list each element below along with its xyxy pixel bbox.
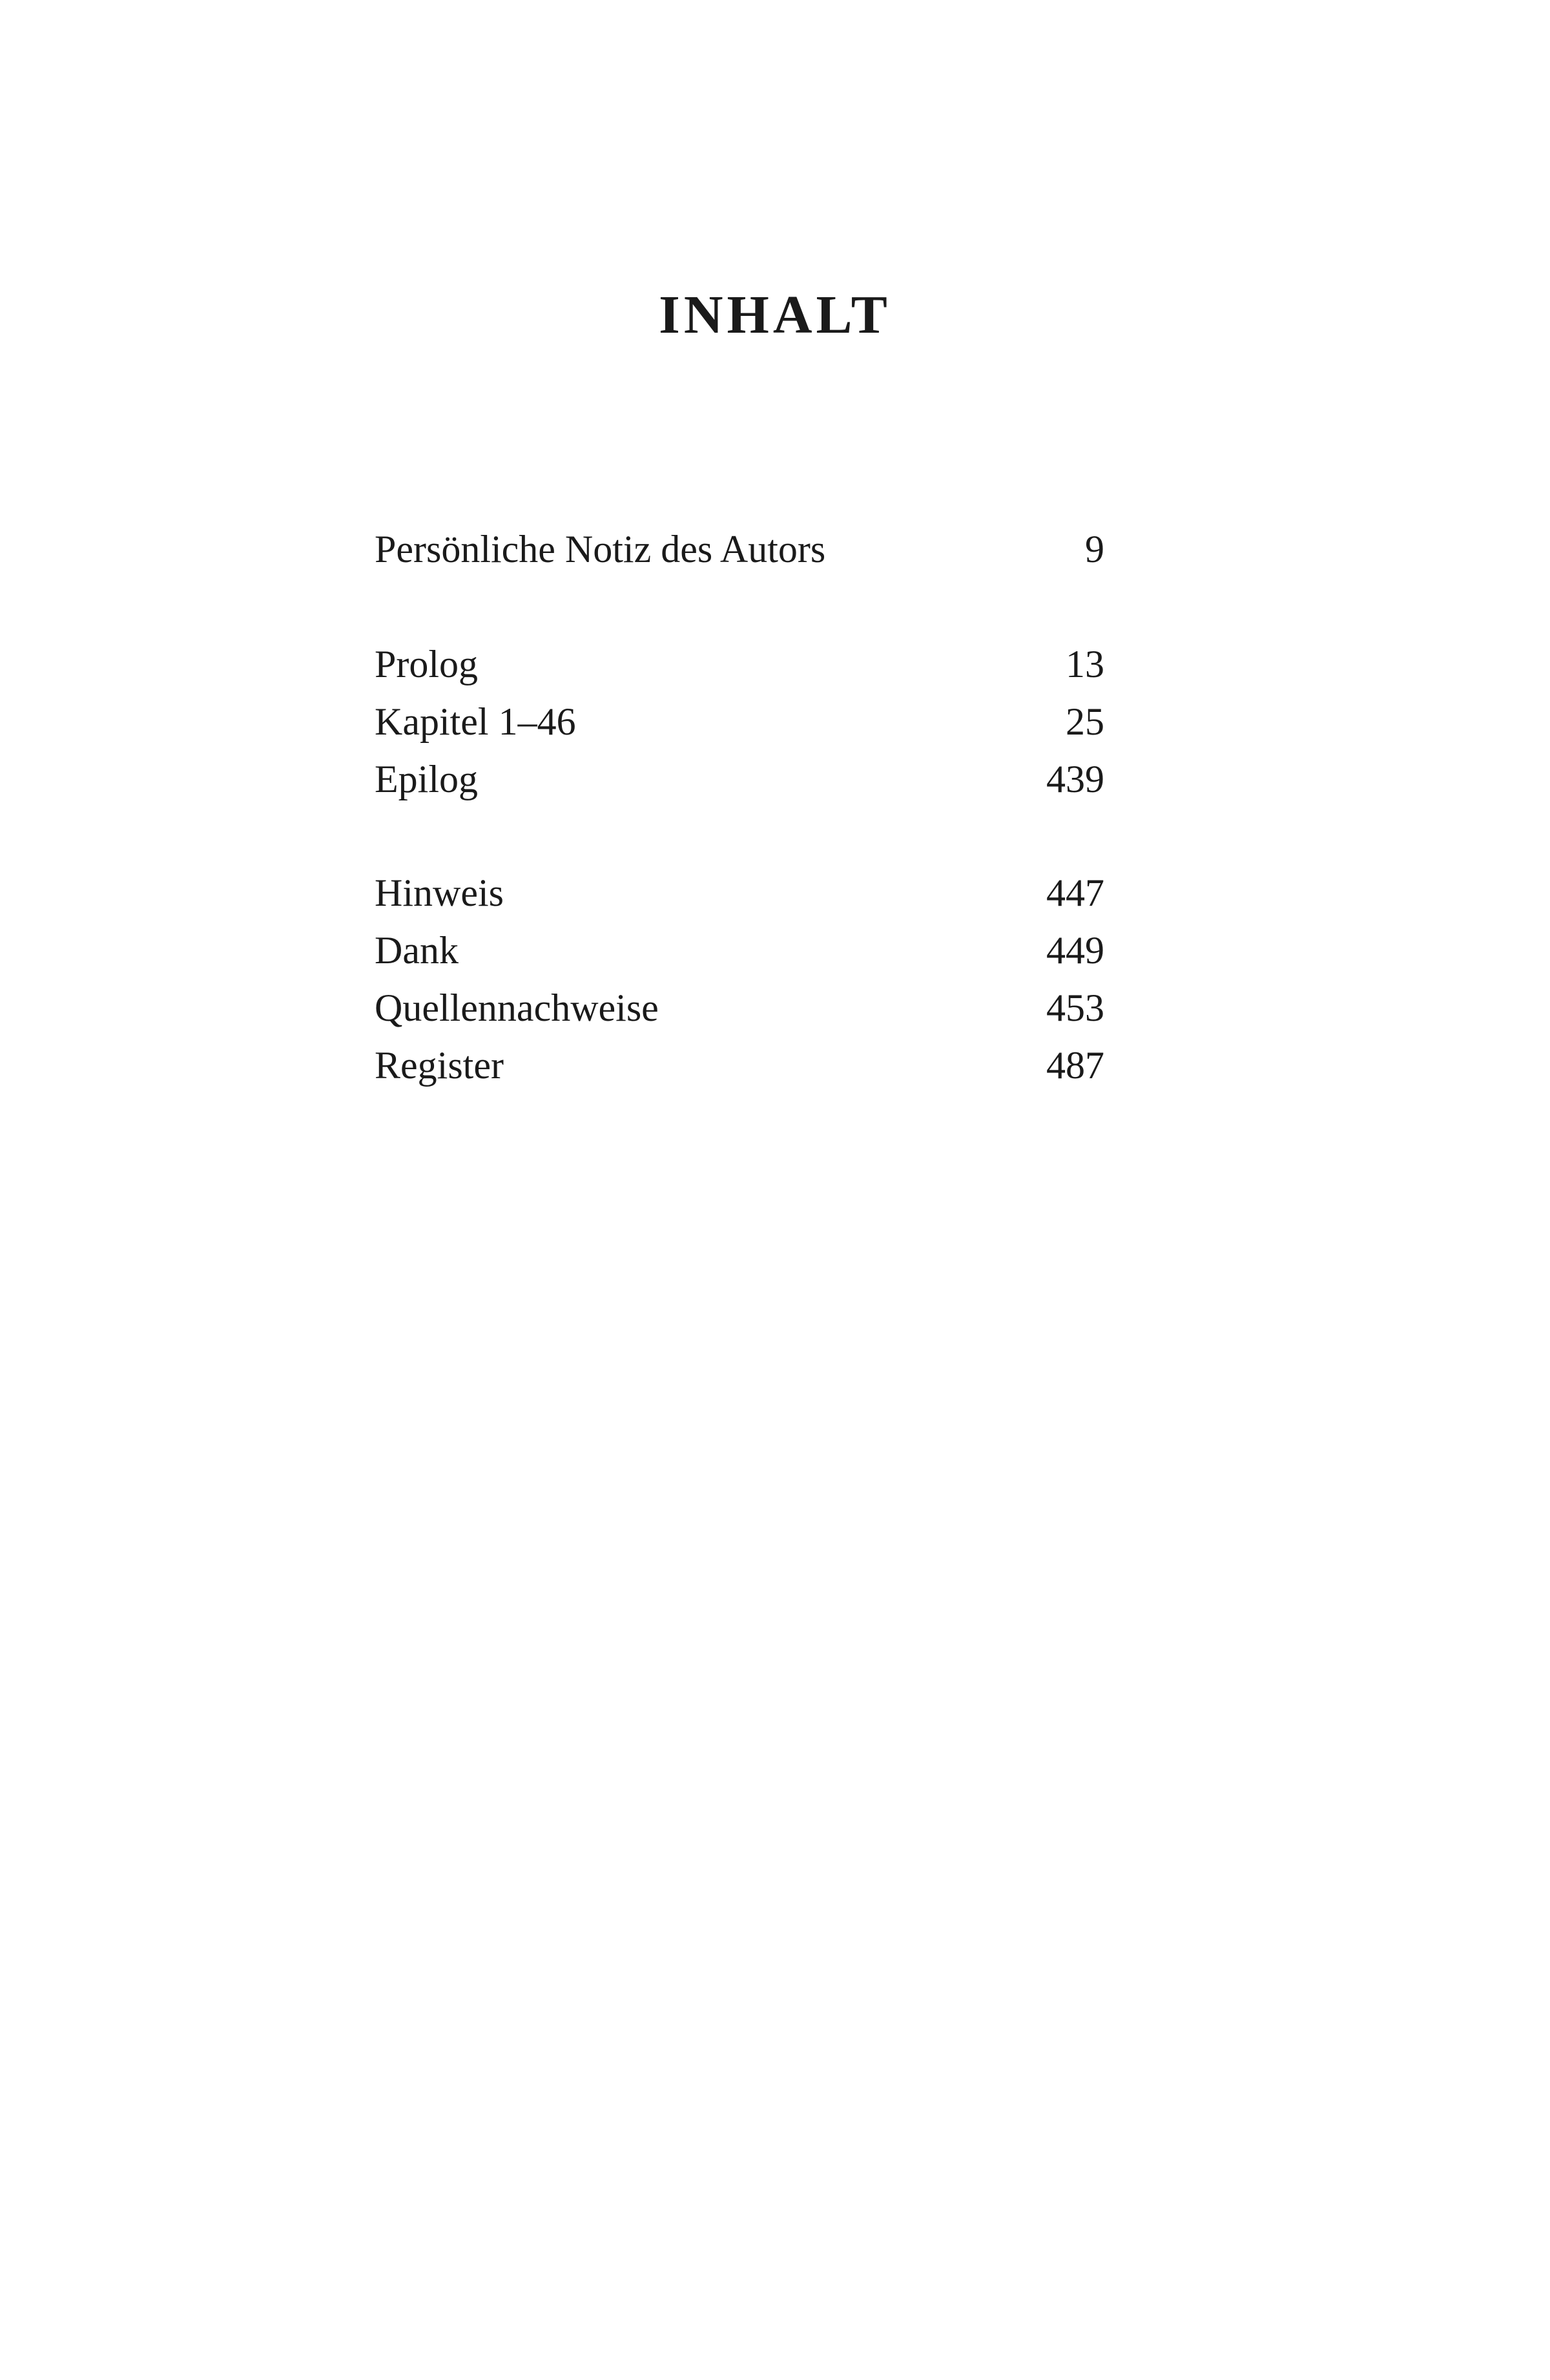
table-of-contents [375, 0, 1104, 2380]
toc-entry-label: Prolog [375, 643, 479, 685]
toc-entry-label: Kapitel 1–46 [375, 700, 576, 743]
toc-entry-prologue [375, 635, 1104, 693]
toc-entry-label: Register [375, 1044, 504, 1087]
toc-entry-page-number: 9 [1085, 528, 1104, 570]
toc-entry-sources [375, 979, 1104, 1037]
toc-entry-note [375, 864, 1104, 922]
toc-entry-index [375, 1036, 1104, 1094]
toc-entry-page-number: 449 [1046, 929, 1104, 972]
toc-entry-label: Quellennachweise [375, 986, 659, 1029]
toc-entry-epilogue [375, 750, 1104, 808]
toc-entry-page-number: 25 [1066, 700, 1104, 743]
toc-heading: INHALT [659, 285, 891, 345]
toc-entry-page-number: 453 [1046, 986, 1104, 1029]
toc-entry-label: Epilog [375, 758, 478, 800]
toc-entry-label: Dank [375, 929, 459, 972]
toc-entry-chapters [375, 693, 1104, 751]
toc-entry-page-number: 439 [1046, 758, 1104, 800]
toc-entry-label: Persönliche Notiz des Autors [375, 528, 826, 570]
toc-entry-page-number: 447 [1046, 872, 1104, 914]
toc-entry-page-number: 13 [1066, 643, 1104, 685]
toc-entry-personal-note [375, 520, 1104, 578]
toc-entry-page-number: 487 [1046, 1044, 1104, 1087]
toc-entry-label: Hinweis [375, 872, 504, 914]
toc-entry-acknowledgements [375, 921, 1104, 979]
